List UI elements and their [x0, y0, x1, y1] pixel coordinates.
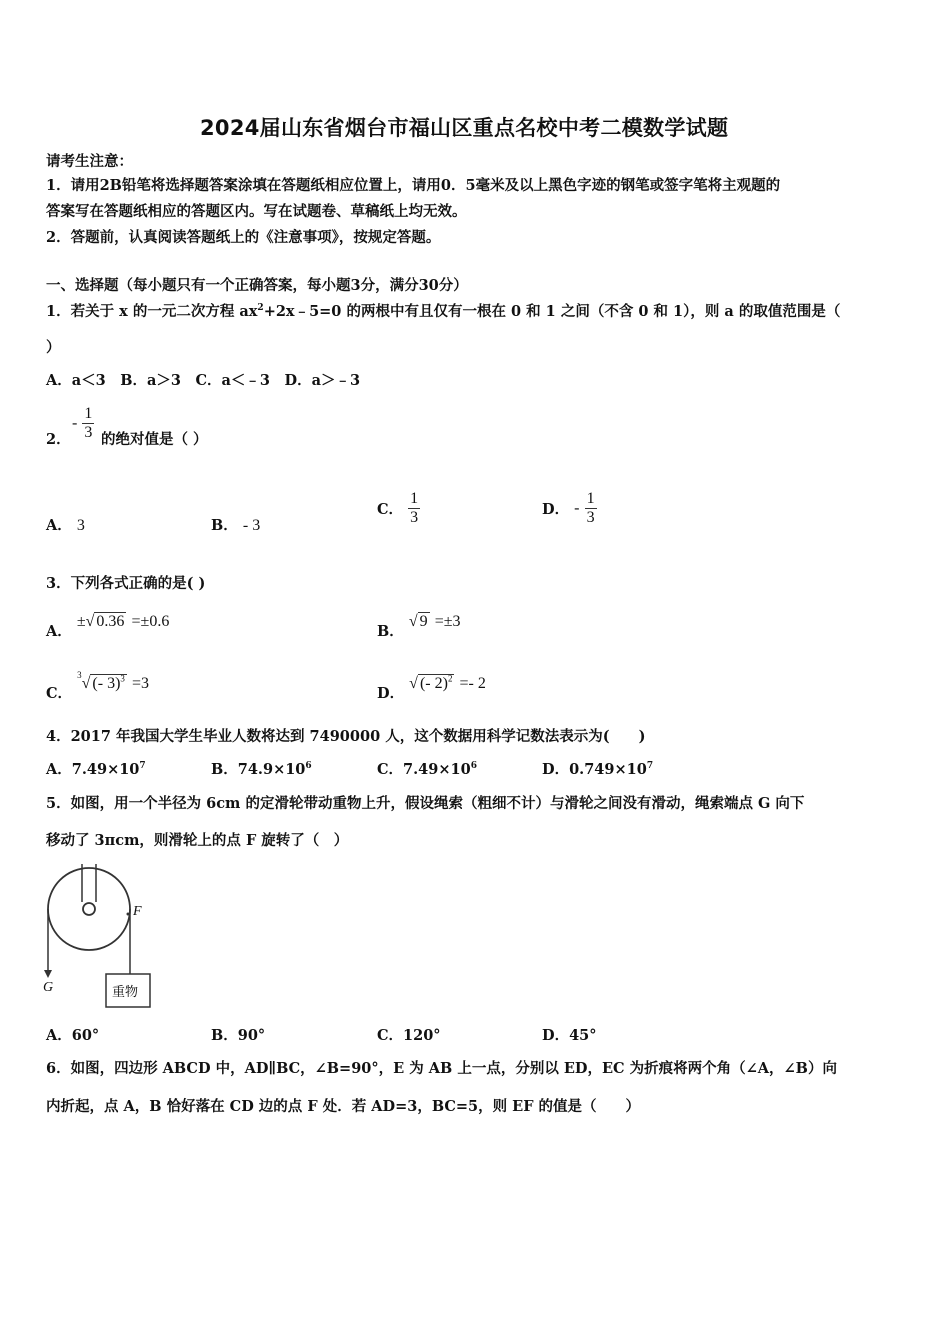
q1-close-paren: ） [46, 339, 61, 356]
q2-number: 2． [46, 431, 71, 448]
q3-d-radicand-wrap [418, 674, 454, 693]
q3-text: 3．下列各式正确的是( ) [46, 575, 206, 592]
pulley-figure [40, 862, 154, 1012]
q2-d-den: 3 [586, 509, 595, 526]
q5-option-a: A．60° [46, 1027, 100, 1044]
q2-frac-den: 3 [84, 424, 93, 441]
q3-d-rhs: =- 2 [459, 675, 486, 692]
q4-c-exp: 6 [470, 761, 477, 772]
q3-d-radicand: (- 2) [419, 675, 448, 692]
label-g: G [43, 980, 54, 995]
q6-line-1: 6．如图，四边形 ABCD 中，AD∥BC，∠B=90°，E 为 AB 上一点，分别以 ED，EC 为折痕将两个角（∠A，∠B）向 [46, 1060, 837, 1077]
page-title: 2024届山东省烟台市福山区重点名校中考二模数学试题 [200, 116, 729, 140]
q5-line-2: 移动了 3πcm，则滑轮上的点 F 旋转了（ ） [46, 832, 349, 849]
q2-a-value: 3 [76, 517, 85, 534]
point-f [127, 913, 130, 916]
q2-a-label: A． [46, 517, 72, 534]
q3-b-rhs: =±3 [434, 613, 461, 630]
q1-text-pre: 1．若关于 x 的一元二次方程 ax [46, 303, 258, 320]
q3-option-a: A． ±√ 0.36 =±0.6 [46, 613, 170, 640]
q3-c-exp: 3 [120, 673, 125, 684]
q2-fraction [72, 405, 94, 442]
pulley-wheel [48, 868, 130, 950]
section-heading: 一、选择题（每小题只有一个正确答案，每小题3分，满分30分） [46, 277, 468, 294]
q3-a-radicand: 0.36 [96, 613, 125, 630]
weight-label: 重物 [112, 985, 139, 1000]
q4-b-exp: 6 [305, 761, 312, 772]
q3-b-radicand: 9 [419, 613, 428, 630]
q2-option-b [211, 514, 260, 535]
arrow-down-icon [44, 970, 52, 978]
q1-text-post: +2x﹣5=0 的两根中有且仅有一根在 0 和 1 之间（不含 0 和 1），则 a 的取值范围是（ [263, 303, 841, 320]
q2-option-c [377, 490, 420, 527]
q2-option-a [46, 514, 85, 535]
q3-c-rhs: =3 [132, 675, 150, 692]
q2-d-num: 1 [586, 490, 595, 507]
q6-line-2: 内折起，点 A，B 恰好落在 CD 边的点 F 处．若 AD=3，BC=5，则 EF 的值是（ ） [46, 1098, 641, 1115]
q2-sign: - [72, 414, 78, 432]
q3-a-label: A． [46, 623, 72, 640]
notice-line-1: 1．请用2B铅笔将选择题答案涂填在答题纸相应位置上，请用0．5毫米及以上黑色字迹的钢笔或签字笔将主观题的 [46, 177, 781, 194]
q3-option-c: C． $^3$√ (- 3)$^3$ =3 [46, 669, 150, 702]
q1-options: A．a＜3 B．a＞3 C．a＜﹣3 D．a＞﹣3 [46, 372, 361, 389]
q3-c-radicand-wrap [90, 674, 126, 693]
q3-d-label: D． [377, 685, 405, 702]
q4-option-d [542, 760, 653, 780]
q4-option-b [211, 760, 312, 780]
q2-c-frac [408, 490, 420, 527]
q2-c-label: C． [377, 501, 404, 518]
label-f: F [133, 904, 142, 919]
q5-option-d: D．45° [542, 1027, 597, 1044]
q3-d-exp: 2 [447, 673, 453, 684]
notice-line-2: 答案写在答题纸相应的答题区内。写在试题卷、草稿纸上均无效。 [46, 203, 467, 220]
q2-text: 的绝对值是（ ） [101, 431, 208, 448]
q4-d-exp: 7 [646, 761, 654, 772]
q3-c-radicand: (- 3) [92, 675, 121, 692]
q4-option-a [46, 760, 146, 780]
notice-line-3: 2．答题前，认真阅读答题纸上的《注意事项》，按规定答题。 [46, 229, 441, 246]
q2-c-den: 3 [410, 509, 419, 526]
q3-a-pm: ± [76, 613, 86, 630]
question-1 [46, 302, 840, 322]
q4-b-text: B．74.9×10 [211, 761, 306, 778]
q5-option-b: B．90° [211, 1027, 266, 1044]
q2-d-sign: - [574, 499, 580, 517]
q3-option-d: D． √ (- 2)$^2$ =- 2 [377, 673, 486, 702]
q2-option-d [542, 490, 597, 527]
q2-d-frac [585, 490, 597, 527]
q4-a-text: A．7.49×10 [46, 761, 140, 778]
q4-c-text: C．7.49×10 [377, 761, 471, 778]
q3-a-rhs: =±0.6 [131, 613, 170, 630]
q4-text: 4．2017 年我国大学生毕业人数将达到 7490000 人，这个数据用科学记数法表示为( ) [46, 728, 646, 745]
q3-c-label: C． [46, 685, 73, 702]
q2-frac-num: 1 [84, 405, 93, 422]
q2-b-label: B． [211, 517, 238, 534]
pulley-axle [83, 903, 95, 915]
q4-option-c [377, 760, 477, 780]
q3-b-label: B． [377, 623, 404, 640]
q2-frac [82, 405, 94, 442]
q2-d-label: D． [542, 501, 570, 518]
q5-line-1: 5．如图，用一个半径为 6cm 的定滑轮带动重物上升，假设绳索（粗细不计）与滑轮之间没有滑动，绳索端点 G 向下 [46, 795, 805, 812]
q3-option-b: B． √ 9 =±3 [377, 613, 461, 640]
q2-b-value: - 3 [242, 517, 261, 534]
q4-a-exp: 7 [139, 761, 146, 772]
q3-c-index: 3 [77, 669, 82, 680]
q1-superscript: 2 [257, 303, 264, 314]
notice-heading: 请考生注意： [46, 153, 133, 170]
q2-c-num: 1 [410, 490, 419, 507]
q4-d-text: D．0.749×10 [542, 761, 647, 778]
q5-option-c: C．120° [377, 1027, 441, 1044]
